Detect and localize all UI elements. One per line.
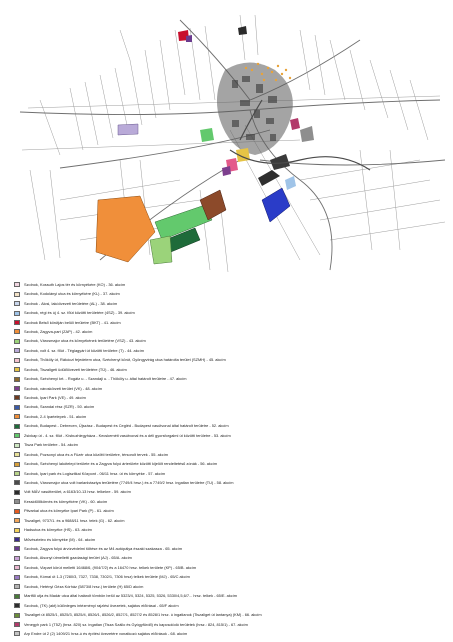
legend-item: [14, 507, 449, 516]
legend-item: [14, 308, 449, 317]
legend-swatch: [14, 320, 20, 325]
legend-swatch: [14, 301, 20, 306]
legend-label: Szolnok, Tiszaligeti üdülőövezeti területére (TÜ) - 46. akcím: [24, 366, 127, 372]
legend-label: Zsixkap út - 4. sz. főút - Kísbuzhlegyháza - Kecskeméti vasútvonal és a déli gyorsforgalmi út közötti területre - 53. akcím: [24, 432, 231, 438]
legend-item: [14, 356, 449, 365]
legend-item: [14, 384, 449, 393]
legend-item: [14, 318, 449, 327]
legend-item: [14, 365, 449, 374]
legend-label: Szolnok, volt 4. sz. főút - Téglagyári út közötti területre (T) - 44. akcím: [24, 347, 144, 353]
legend-item: [14, 469, 449, 478]
legend-swatch: [14, 594, 20, 599]
legend-item: [14, 620, 449, 629]
legend-label: Tiszaliget, 9737/1. és a 9688/11 hrsz. telek (G) - 62. akcím: [24, 517, 125, 523]
legend-swatch: [14, 471, 20, 476]
zone-lavender: [118, 124, 138, 135]
legend-label: Kessidűlőkörnés és környékére (VK) - 60. akcím: [24, 498, 108, 504]
legend-item: [14, 337, 449, 346]
legend-label: Szolnok, Alsonyi útmelletti gazdasági terület (AJ) - 65/A. akcím: [24, 555, 132, 561]
legend-label: Pitvarkai utca és környéke Ipari Park (P) - 61. akcím: [24, 508, 114, 514]
legend-swatch: [14, 490, 20, 495]
legend-swatch: [14, 339, 20, 344]
legend-swatch: [14, 575, 20, 580]
legend-item: [14, 497, 449, 506]
legend-label: Szolnok, Budapest - Debrecen, Újszász - Budapest és Cegléd - Budapest vasútvonal által határolt területre - 52. akcím: [24, 423, 229, 429]
legend-item: [14, 403, 449, 412]
legend-label: Szolnok, Kossuth Lajos tér és környékére (KO) - 36. akcím: [24, 281, 126, 287]
legend-swatch: [14, 631, 20, 636]
legend-item: [14, 450, 449, 459]
legend-item: [14, 563, 449, 572]
legend-label: Szolnok, Széchenyi lakótelepi területe és a Zagyva folyó árterülete közötti kijelölt rendeltetésű zónák - 56. akcím: [24, 461, 218, 467]
city-zoning-map: [0, 0, 453, 278]
legend-item: [14, 601, 449, 610]
legend-swatch: [14, 292, 20, 297]
legend-swatch: [14, 537, 20, 542]
legend-item: [14, 591, 449, 600]
legend-item: [14, 629, 449, 638]
map-background: [0, 0, 453, 278]
legend-label: Szolnok, Városmajor utca és környékének területére (VSZ) - 43. akcím: [24, 338, 146, 344]
legend-label: Szolnok, Hetényi Géza Kórház (5873/8 hrsz.) területe (H) 65/D akcím: [24, 583, 144, 589]
legend-label: Arp Endre út 2 (2) 1409/21 hrsz-ú és építési övezetére vonatkozó sajátos előírások - 68. akcím: [24, 630, 188, 636]
legend-item: [14, 346, 449, 355]
legend-swatch: [14, 613, 20, 618]
legend-swatch: [14, 565, 20, 570]
legend-item: [14, 516, 449, 525]
legend-item: [14, 440, 449, 449]
legend-label: Szolnok, Zagyva-part (ZAP) - 42. akcím: [24, 328, 93, 334]
legend-item: [14, 422, 449, 431]
legend-swatch: [14, 480, 20, 485]
legend-swatch: [14, 348, 20, 353]
legend-label: Szolnok, Thököly út, Rákóczi fejedelem utca, Széchenyi körút, Gyöngyvirág utca határolta terület (SZMH) - 45. akcím: [24, 357, 226, 363]
legend-swatch: [14, 282, 20, 287]
legend-swatch: [14, 622, 20, 627]
legend-swatch: [14, 452, 20, 457]
legend-label: Tiszaliget út 8525/1, 8525/3, 8525/4, 8526/1, 8526/2, 8527/1, 8527/2 és 8528/1 hrsz. ú ingatlanok (Tiszaliget út lantanya) (KM) - 66. akcím: [24, 612, 262, 618]
legend-swatch: [14, 405, 20, 410]
legend-item: [14, 393, 449, 402]
legend-swatch: [14, 358, 20, 363]
legend-label: Szolnok - Alcsi, lakóövezeti területére (AL) - 38. akcím: [24, 300, 118, 306]
legend-label: Venegyh park 1 (T5Z) (hrsz. 820) sz. ingatlan (Tisza Szállo és Gyógyfürdő) és kapcsolódó területek (hrsz.: 824, 815/1) - 67. akcím: [24, 621, 248, 627]
legend-label: Szolnok, városkörzeti terület (VK) - 48. akcím: [24, 385, 103, 391]
legend-label: Tisza Park területre - 54. akcím: [24, 442, 78, 448]
zone-light-green: [150, 236, 172, 264]
legend-item: [14, 374, 449, 383]
legend-swatch: [14, 424, 20, 429]
legend-item: [14, 582, 449, 591]
legend-swatch: [14, 377, 20, 382]
legend-swatch: [14, 528, 20, 533]
legend-swatch: [14, 329, 20, 334]
legend-label: Művészteleo és környéke (M) - 64. akcím: [24, 536, 96, 542]
legend-swatch: [14, 386, 20, 391]
legend-swatch: [14, 584, 20, 589]
legend-swatch: [14, 556, 20, 561]
legend-label: Szolnok, (TK) (akt) különleges intézményi rajzlési övezetek, sajátos előírásai - 65/F akcím: [24, 602, 179, 608]
legend-item: [14, 478, 449, 487]
legend-item: [14, 289, 449, 298]
legend-label: Szolnok Belső körútján belüli területre (BKT) - 41. akcím: [24, 319, 121, 325]
legend-label: Szolnok, Zagyva folyó árvízvédelmi töltése és az M4 autópálya északi szakasza - 65. akcím: [24, 546, 183, 552]
legend-swatch: [14, 443, 20, 448]
legend-swatch: [14, 509, 20, 514]
legend-item: [14, 412, 449, 421]
legend-item: [14, 535, 449, 544]
legend-swatch: [14, 414, 20, 419]
legend-swatch: [14, 367, 20, 372]
legend-item: [14, 280, 449, 289]
legend-item: [14, 544, 449, 553]
legend-item: [14, 459, 449, 468]
legend-label: Szolnok, Kómai út 1-3 (7280/3, 7327, 7338, 7302/1, 7306 hrsz) telkek területe (MJ) - 65/C akcím: [24, 574, 190, 580]
legend-label: Szolnok, régi és új 4. sz. főút közötti területére (4SZ) - 39. akcím: [24, 310, 135, 316]
legend-label: Szolnok, Széchenyi krt. - Rogátz u. - Szandaji u. - Thököly u. által határolt területre - 47. akcím: [24, 376, 187, 382]
legend-swatch: [14, 433, 20, 438]
legend-swatch: [14, 546, 20, 551]
zone-purple-north: [186, 35, 192, 42]
legend-swatch: [14, 499, 20, 504]
legend-label: Martfűi utja és Madár utca által határolt tömbön belül az 5323/4, 5324, 5325, 5326, 5330/4,5,6/7... hrsz. telkek - 65/E. akcím: [24, 593, 238, 599]
legend-label: Volt MÁV vasútterület, a 6163/10-13 hrsz. telkekre - 59. akcím: [24, 489, 131, 495]
zone-green-small: [200, 128, 214, 142]
legend-item: [14, 299, 449, 308]
legend-item: [14, 573, 449, 582]
legend-label: Szolnok, Kodolányi utca és környékére (KL) - 37. akcím: [24, 291, 120, 297]
legend-label: Hadsutca és környéke (HS) - 63. akcím: [24, 527, 92, 533]
legend-label: Szolnok, Városmajor utca volt barlanbásztya területére (7749/4 hrsz.) és a 7749/2 hrsz. ingatlan területre (TU) - 58. akcím: [24, 479, 234, 485]
legend-item: [14, 327, 449, 336]
legend-swatch: [14, 462, 20, 467]
legend-label: Szolnok, Pozsonyi utca és a Füzér utca közötti területre, térsorolt tervek - 55. akcím: [24, 451, 169, 457]
map-legend: [14, 280, 449, 639]
legend-label: Szolnok, Szandai rész (SZR) - 50. akcím: [24, 404, 95, 410]
legend-swatch: [14, 518, 20, 523]
legend-item: [14, 431, 449, 440]
legend-label: Szolnok, Vizpart körút melletti 16468/6, (904/7/2) és a 16470 hrsz. telkek területe (KP) - 65/B. akcím: [24, 564, 197, 570]
legend-swatch: [14, 311, 20, 316]
legend-swatch: [14, 603, 20, 608]
legend-item: [14, 488, 449, 497]
legend-item: [14, 610, 449, 619]
legend-label: Szolnok, 2-4 Ipartelepek - 51. akcím: [24, 413, 87, 419]
legend-label: Szolnok, Ipari park és Logisztikai Központ - 06/11 hrsz. út és környéke - 57. akcím: [24, 470, 166, 476]
legend-swatch: [14, 395, 20, 400]
legend-label: Szolnok, Ipari Park (VE) - 49. akcím: [24, 395, 86, 401]
legend-item: [14, 525, 449, 534]
legend-item: [14, 554, 449, 563]
